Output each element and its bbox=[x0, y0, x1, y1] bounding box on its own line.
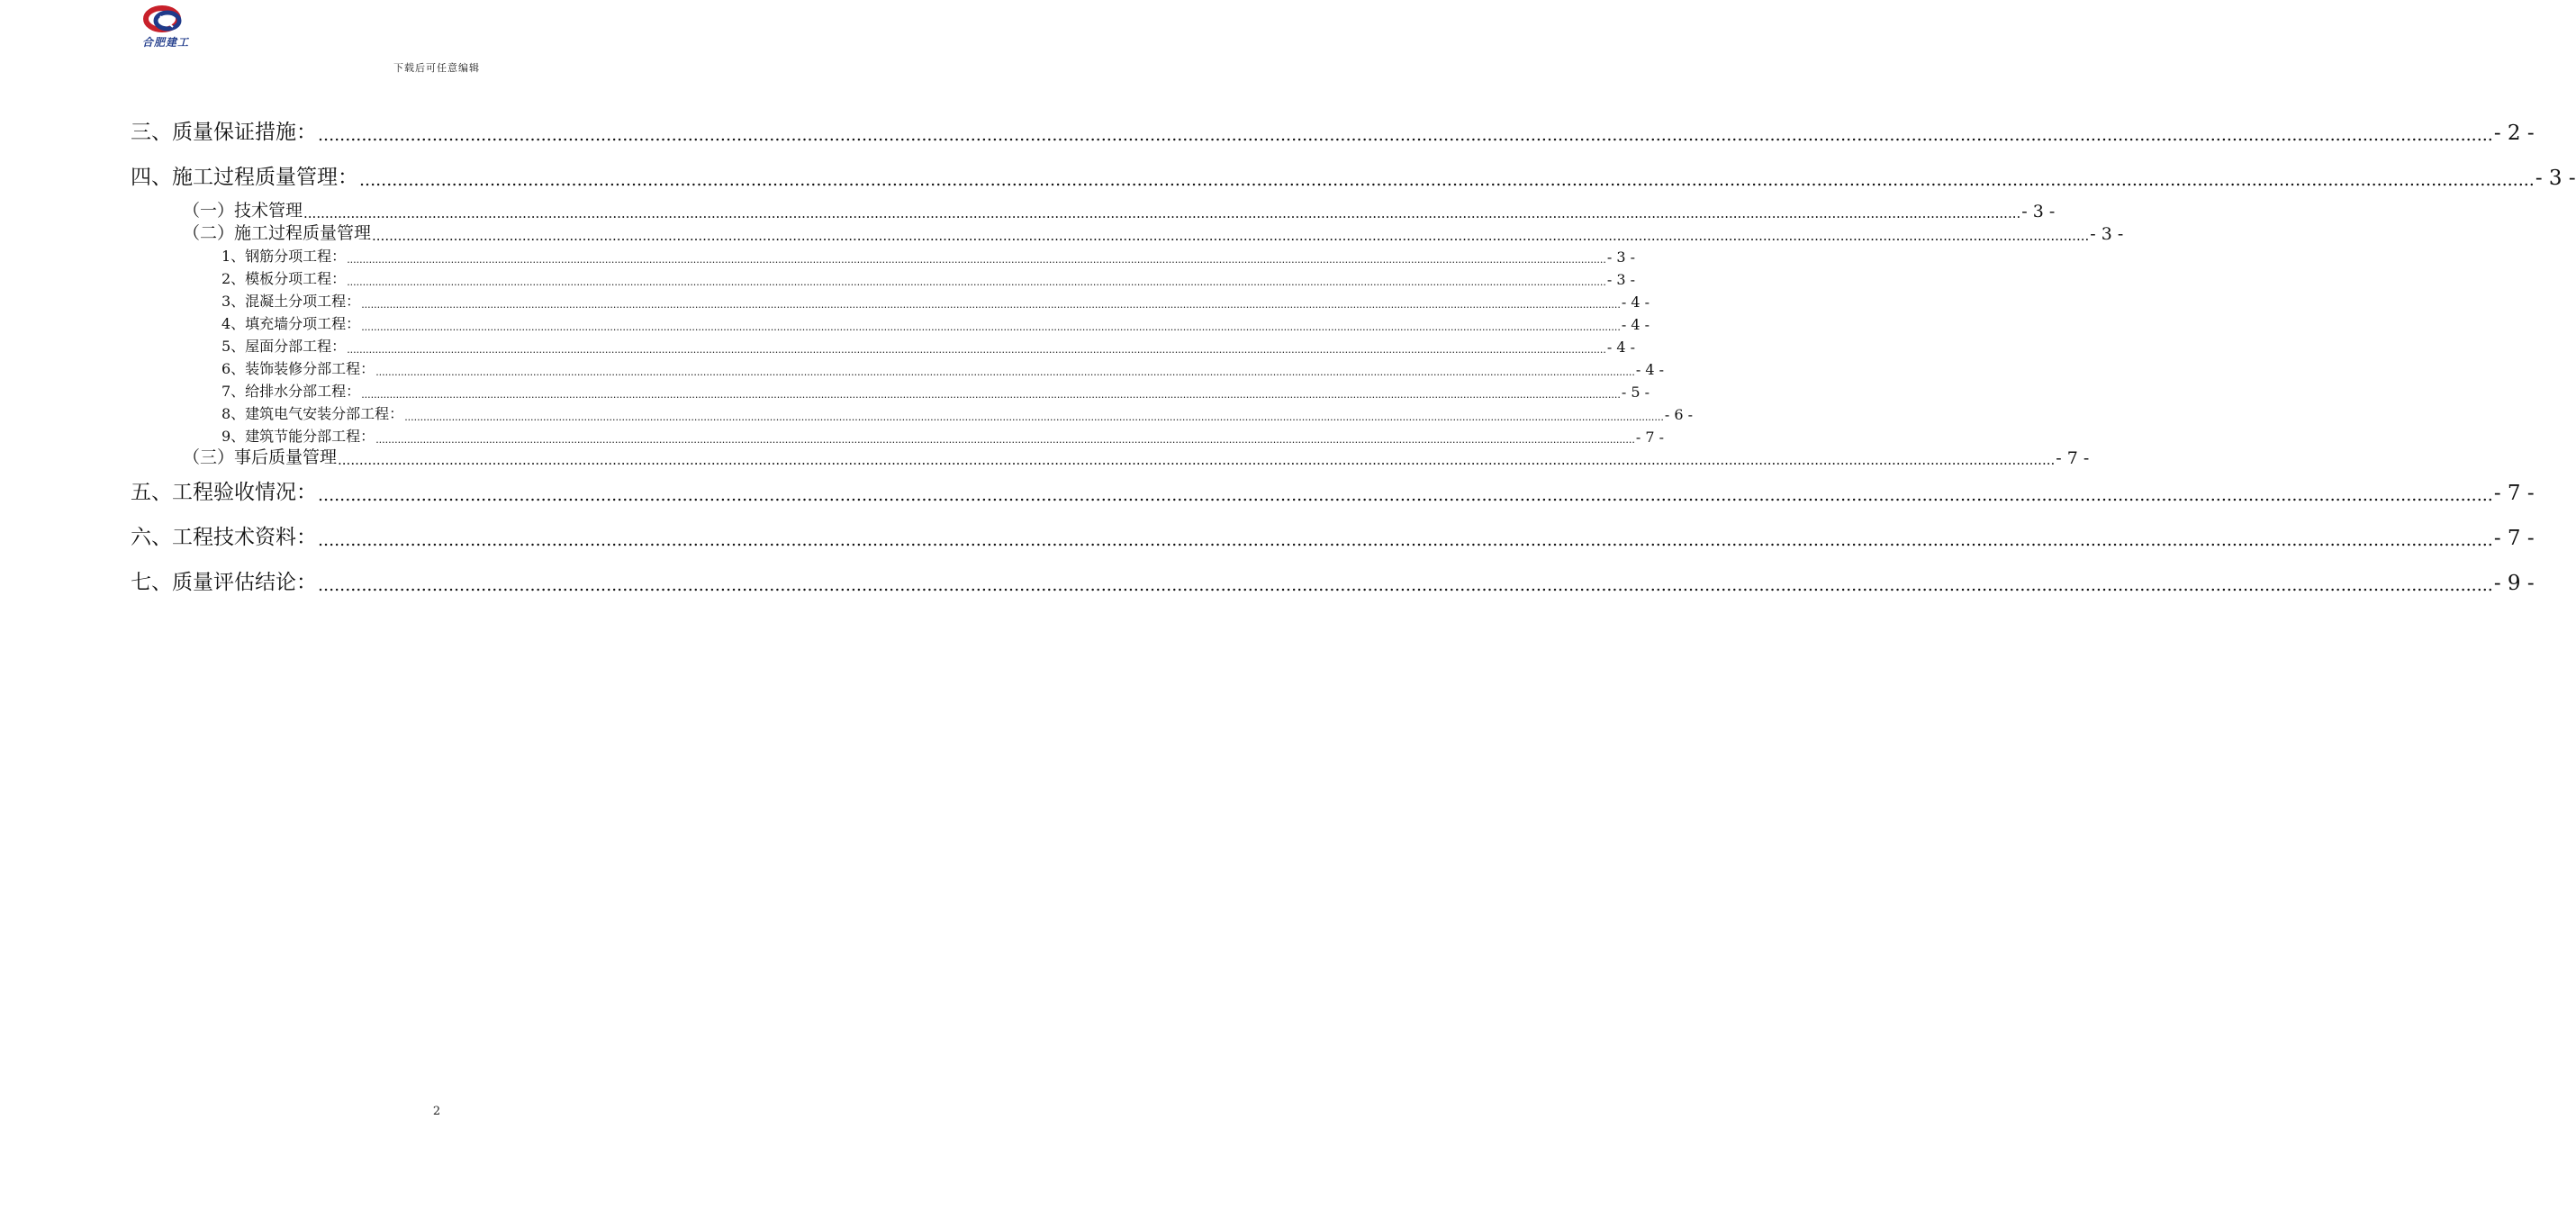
toc-entry[interactable] bbox=[221, 404, 1693, 423]
toc-entry[interactable] bbox=[183, 200, 2056, 221]
toc-entry-title: 五、工程验收情况： bbox=[131, 481, 317, 504]
toc-entry-title: 8、建筑电气安装分部工程： bbox=[221, 405, 404, 422]
toc-entry-title: （二）施工过程质量管理 bbox=[183, 223, 372, 243]
toc-entry[interactable] bbox=[221, 359, 1664, 378]
toc-entry-page: - 7 - bbox=[2056, 448, 2090, 468]
toc-entry-page: - 5 - bbox=[1621, 384, 1650, 401]
toc-leader-dots: ................................................................................................................................................................................................................................................................................................................................................................................................................ bbox=[347, 276, 1606, 288]
toc-entry-title: 5、屋面分部工程： bbox=[221, 338, 347, 355]
toc-entry-title: 2、模板分项工程： bbox=[221, 270, 347, 287]
toc-entry[interactable] bbox=[183, 222, 2124, 244]
toc-entry-title: 4、填充墙分项工程： bbox=[221, 315, 361, 332]
toc-entry-page: - 4 - bbox=[1621, 316, 1650, 333]
toc-leader-dots: ................................................................................................................................................................................................................................................................................................................................................................................................................ bbox=[318, 530, 2493, 550]
toc-entry[interactable] bbox=[221, 247, 1635, 266]
toc-entry[interactable] bbox=[221, 337, 1635, 356]
toc-entry[interactable] bbox=[131, 163, 2576, 190]
toc-entry-title: （一）技术管理 bbox=[183, 201, 303, 221]
toc-entry-page: - 7 - bbox=[1635, 429, 1664, 446]
toc-leader-dots: ................................................................................................................................................................................................................................................................................................................................................................................................................ bbox=[372, 228, 2090, 244]
toc-entry-page: - 4 - bbox=[1606, 339, 1635, 356]
page-number: 2 bbox=[432, 1105, 441, 1118]
company-logo bbox=[133, 4, 198, 52]
toc-entry-title: 三、质量保证措施： bbox=[131, 121, 317, 144]
toc-entry-title: 9、建筑节能分部工程： bbox=[221, 428, 375, 445]
toc-leader-dots: ................................................................................................................................................................................................................................................................................................................................................................................................................ bbox=[347, 344, 1606, 356]
toc-entry[interactable] bbox=[221, 382, 1650, 401]
toc-entry-page: - 7 - bbox=[2493, 482, 2535, 505]
toc-leader-dots: ................................................................................................................................................................................................................................................................................................................................................................................................................ bbox=[318, 575, 2493, 595]
logo-text: 合肥建工 bbox=[141, 36, 189, 49]
toc-leader-dots: ................................................................................................................................................................................................................................................................................................................................................................................................................ bbox=[338, 452, 2056, 468]
company-logo-icon bbox=[133, 4, 198, 36]
toc-entry[interactable] bbox=[221, 292, 1650, 311]
toc-entry-page: - 2 - bbox=[2493, 122, 2535, 145]
toc-entry-title: （三）事后质量管理 bbox=[183, 447, 338, 467]
toc-entry[interactable] bbox=[221, 269, 1635, 288]
toc-entry-title: 七、质量评估结论： bbox=[131, 571, 317, 594]
toc-leader-dots: ................................................................................................................................................................................................................................................................................................................................................................................................................ bbox=[404, 411, 1664, 423]
toc-entry[interactable] bbox=[131, 118, 2535, 145]
toc-entry[interactable] bbox=[221, 314, 1650, 333]
toc-entry[interactable] bbox=[183, 447, 2090, 468]
toc-entry-page: - 7 - bbox=[2493, 527, 2535, 550]
toc-entry-title: 1、钢筋分项工程： bbox=[221, 248, 347, 265]
toc-leader-dots: ................................................................................................................................................................................................................................................................................................................................................................................................................ bbox=[375, 366, 1635, 378]
toc-leader-dots: ................................................................................................................................................................................................................................................................................................................................................................................................................ bbox=[361, 299, 1621, 311]
toc-entry-title: 六、工程技术资料： bbox=[131, 526, 317, 549]
toc-leader-dots: ................................................................................................................................................................................................................................................................................................................................................................................................................ bbox=[303, 205, 2021, 221]
toc-entry-title: 7、给排水分部工程： bbox=[221, 383, 361, 400]
toc-entry-page: - 3 - bbox=[2021, 202, 2056, 221]
toc-entry-page: - 3 - bbox=[2090, 224, 2124, 244]
toc-leader-dots: ................................................................................................................................................................................................................................................................................................................................................................................................................ bbox=[359, 170, 2535, 190]
toc-leader-dots: ................................................................................................................................................................................................................................................................................................................................................................................................................ bbox=[361, 389, 1621, 401]
toc-entry-title: 四、施工过程质量管理： bbox=[131, 166, 358, 189]
toc-entry-title: 3、混凝土分项工程： bbox=[221, 293, 361, 310]
toc-entry[interactable] bbox=[131, 478, 2535, 505]
toc-entry-page: - 3 - bbox=[1606, 271, 1635, 288]
toc-entry-title: 6、装饰装修分部工程： bbox=[221, 360, 375, 377]
toc-entry-page: - 3 - bbox=[2535, 167, 2576, 190]
toc-entry-page: - 4 - bbox=[1635, 361, 1664, 378]
toc-entry[interactable] bbox=[131, 568, 2535, 595]
toc-leader-dots: ................................................................................................................................................................................................................................................................................................................................................................................................................ bbox=[347, 254, 1606, 266]
toc-entry-page: - 9 - bbox=[2493, 572, 2535, 595]
toc-entry[interactable] bbox=[221, 427, 1664, 446]
toc-leader-dots: ................................................................................................................................................................................................................................................................................................................................................................................................................ bbox=[375, 434, 1635, 446]
toc-entry[interactable] bbox=[131, 523, 2535, 550]
toc-leader-dots: ................................................................................................................................................................................................................................................................................................................................................................................................................ bbox=[361, 321, 1621, 333]
toc-entry-page: - 6 - bbox=[1664, 406, 1693, 423]
toc-leader-dots: ................................................................................................................................................................................................................................................................................................................................................................................................................ bbox=[318, 485, 2493, 505]
toc-leader-dots: ................................................................................................................................................................................................................................................................................................................................................................................................................ bbox=[318, 125, 2493, 145]
toc-entry-page: - 4 - bbox=[1621, 293, 1650, 311]
toc-entry-page: - 3 - bbox=[1606, 248, 1635, 266]
header-note: 下载后可任意编辑 bbox=[393, 62, 480, 74]
